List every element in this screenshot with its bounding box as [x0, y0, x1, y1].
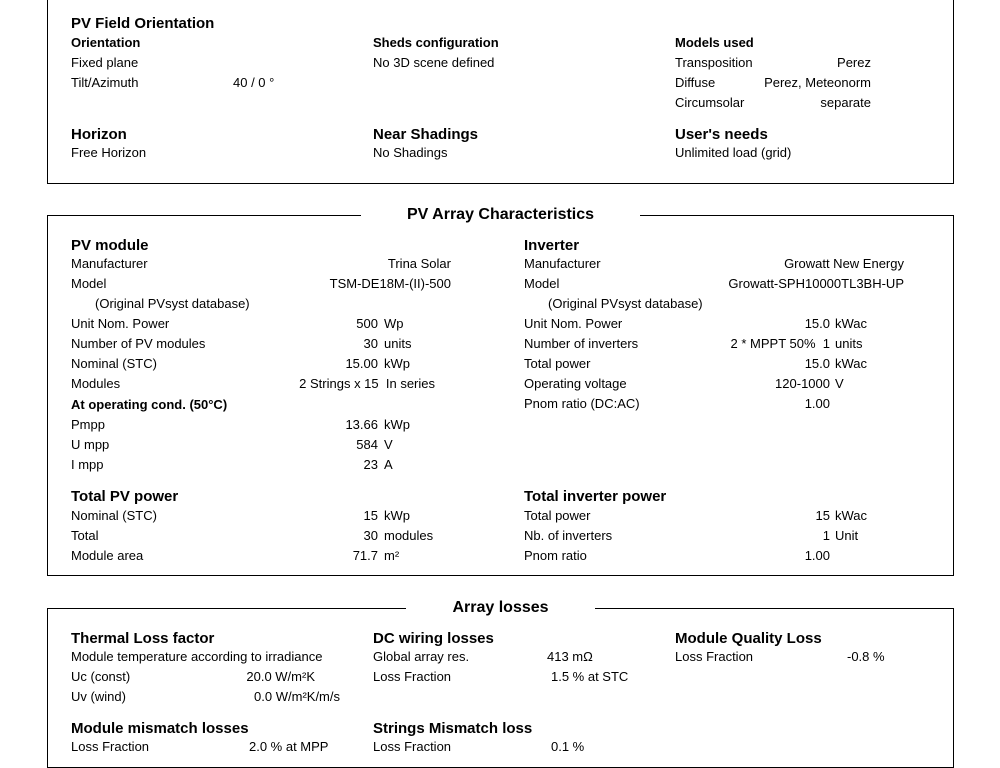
models-used-label: Models used — [675, 35, 754, 50]
inverter-db-note: (Original PVsyst database) — [548, 296, 703, 311]
tilt-azimuth-label: Tilt/Azimuth — [71, 75, 139, 90]
pv-field-orientation-heading: PV Field Orientation — [71, 15, 215, 32]
transposition-label: Transposition — [675, 55, 753, 70]
dc-wiring-res-value: 413 mΩ — [547, 649, 593, 664]
module-mismatch-heading: Module mismatch losses — [71, 720, 249, 737]
module-mismatch-loss-value: 2.0 % at MPP — [249, 739, 329, 754]
operating-voltage-label: Operating voltage — [524, 376, 627, 391]
module-count-unit: units — [384, 336, 412, 351]
fixed-plane-text: Fixed plane — [71, 55, 139, 70]
impp-value: 23 — [363, 457, 378, 472]
inverter-unit-power-label: Unit Nom. Power — [524, 316, 623, 331]
modules-value: 2 Strings x 15 In series — [299, 376, 435, 391]
inverter-manufacturer-label: Manufacturer — [524, 256, 601, 271]
transposition-value: Perez — [837, 55, 871, 70]
module-nominal-label: Nominal (STC) — [71, 356, 157, 371]
nb-inverters-unit: Unit — [835, 528, 859, 543]
total-pv-nominal-label: Nominal (STC) — [71, 508, 157, 523]
users-needs-heading: User's needs — [675, 126, 768, 143]
module-unit-power-value: 500 — [356, 316, 378, 331]
module-model-value: TSM-DE18M-(II)-500 — [329, 276, 451, 291]
total-pv-nominal-unit: kWp — [384, 508, 410, 523]
module-manufacturer-value: Trina Solar — [387, 256, 451, 271]
inverter-unit-power-unit: kWac — [835, 316, 868, 331]
module-nominal-unit: kWp — [384, 356, 410, 371]
total-pnom-ratio-value: 1.00 — [804, 548, 830, 563]
pmpp-unit: kWp — [384, 417, 410, 432]
total-pv-total-value: 30 — [363, 528, 378, 543]
near-shadings-value: No Shadings — [373, 145, 448, 160]
uc-value: 20.0 W/m²K — [246, 669, 315, 684]
strings-mismatch-heading: Strings Mismatch loss — [373, 720, 533, 737]
module-unit-power-label: Unit Nom. Power — [71, 316, 170, 331]
umpp-value: 584 — [356, 437, 378, 452]
module-count-label: Number of PV modules — [71, 336, 206, 351]
orientation-label: Orientation — [71, 35, 141, 50]
dc-wiring-res-label: Global array res. — [373, 649, 470, 664]
horizon-value: Free Horizon — [71, 145, 147, 160]
module-area-label: Module area — [71, 548, 144, 563]
strings-mismatch-loss-label: Loss Fraction — [373, 739, 452, 754]
diffuse-value: Perez, Meteonorm — [764, 75, 871, 90]
module-manufacturer-label: Manufacturer — [71, 256, 148, 271]
module-quality-loss-label: Loss Fraction — [675, 649, 754, 664]
horizon-heading: Horizon — [71, 126, 127, 143]
inverter-model-value: Growatt-SPH10000TL3BH-UP — [728, 276, 904, 291]
pnom-ratio-value: 1.00 — [804, 396, 830, 411]
total-pv-nominal-value: 15 — [363, 508, 378, 523]
array-losses-title: Array losses — [406, 598, 594, 618]
diffuse-label: Diffuse — [675, 75, 716, 90]
thermal-loss-desc: Module temperature according to irradiance — [71, 649, 323, 664]
dc-wiring-heading: DC wiring losses — [373, 630, 494, 647]
pv-module-heading: PV module — [71, 237, 149, 254]
pmpp-label: Pmpp — [71, 417, 105, 432]
umpp-unit: V — [384, 437, 393, 452]
pmpp-value: 13.66 — [345, 417, 378, 432]
inverter-count-unit: units — [835, 336, 863, 351]
operating-conditions-label: At operating cond. (50°C) — [71, 397, 228, 412]
inverter-total-power-unit: kWac — [835, 356, 868, 371]
module-mismatch-loss-label: Loss Fraction — [71, 739, 150, 754]
module-count-value: 30 — [363, 336, 378, 351]
module-area-value: 71.7 — [352, 548, 378, 563]
inverter-count-value: 2 * MPPT 50% 1 — [730, 336, 830, 351]
inverter-total-power-label: Total power — [524, 356, 591, 371]
module-db-note: (Original PVsyst database) — [95, 296, 250, 311]
total-inv-power-value: 15 — [815, 508, 830, 523]
module-unit-power-unit: Wp — [384, 316, 404, 331]
total-pv-total-unit: modules — [384, 528, 434, 543]
module-quality-loss-value: -0.8 % — [847, 649, 885, 664]
umpp-label: U mpp — [71, 437, 110, 452]
nb-inverters-value: 1 — [822, 528, 830, 543]
total-pv-total-label: Total — [71, 528, 99, 543]
near-shadings-heading: Near Shadings — [373, 126, 479, 143]
module-area-unit: m² — [384, 548, 400, 563]
inverter-total-power-value: 15.0 — [804, 356, 830, 371]
thermal-loss-heading: Thermal Loss factor — [71, 630, 215, 647]
total-inv-power-unit: kWac — [835, 508, 868, 523]
circumsolar-label: Circumsolar — [675, 95, 745, 110]
nb-inverters-label: Nb. of inverters — [524, 528, 613, 543]
inverter-unit-power-value: 15.0 — [804, 316, 830, 331]
sheds-configuration-value: No 3D scene defined — [373, 55, 495, 70]
uv-value: 0.0 W/m²K/m/s — [254, 689, 340, 704]
total-inverter-power-heading: Total inverter power — [524, 488, 667, 505]
inverter-model-label: Model — [524, 276, 560, 291]
module-nominal-value: 15.00 — [345, 356, 378, 371]
strings-mismatch-loss-value: 0.1 % — [551, 739, 585, 754]
inverter-manufacturer-value: Growatt New Energy — [784, 256, 904, 271]
operating-voltage-value: 120-1000 — [775, 376, 830, 391]
dc-wiring-loss-label: Loss Fraction — [373, 669, 452, 684]
pnom-ratio-label: Pnom ratio (DC:AC) — [524, 396, 640, 411]
modules-label: Modules — [71, 376, 121, 391]
impp-label: I mpp — [71, 457, 104, 472]
tilt-azimuth-value: 40 / 0 ° — [233, 75, 275, 90]
pv-array-title: PV Array Characteristics — [361, 205, 640, 225]
inverter-heading: Inverter — [524, 237, 580, 254]
sheds-configuration-label: Sheds configuration — [373, 35, 499, 50]
impp-unit: A — [384, 457, 393, 472]
inverter-count-label: Number of inverters — [524, 336, 639, 351]
total-pv-power-heading: Total PV power — [71, 488, 179, 505]
module-model-label: Model — [71, 276, 107, 291]
operating-voltage-unit: V — [835, 376, 844, 391]
users-needs-value: Unlimited load (grid) — [675, 145, 792, 160]
circumsolar-value: separate — [820, 95, 871, 110]
module-quality-heading: Module Quality Loss — [675, 630, 822, 647]
total-inv-power-label: Total power — [524, 508, 591, 523]
total-pnom-ratio-label: Pnom ratio — [524, 548, 587, 563]
dc-wiring-loss-value: 1.5 % at STC — [551, 669, 629, 684]
uv-label: Uv (wind) — [71, 689, 126, 704]
uc-label: Uc (const) — [71, 669, 131, 684]
